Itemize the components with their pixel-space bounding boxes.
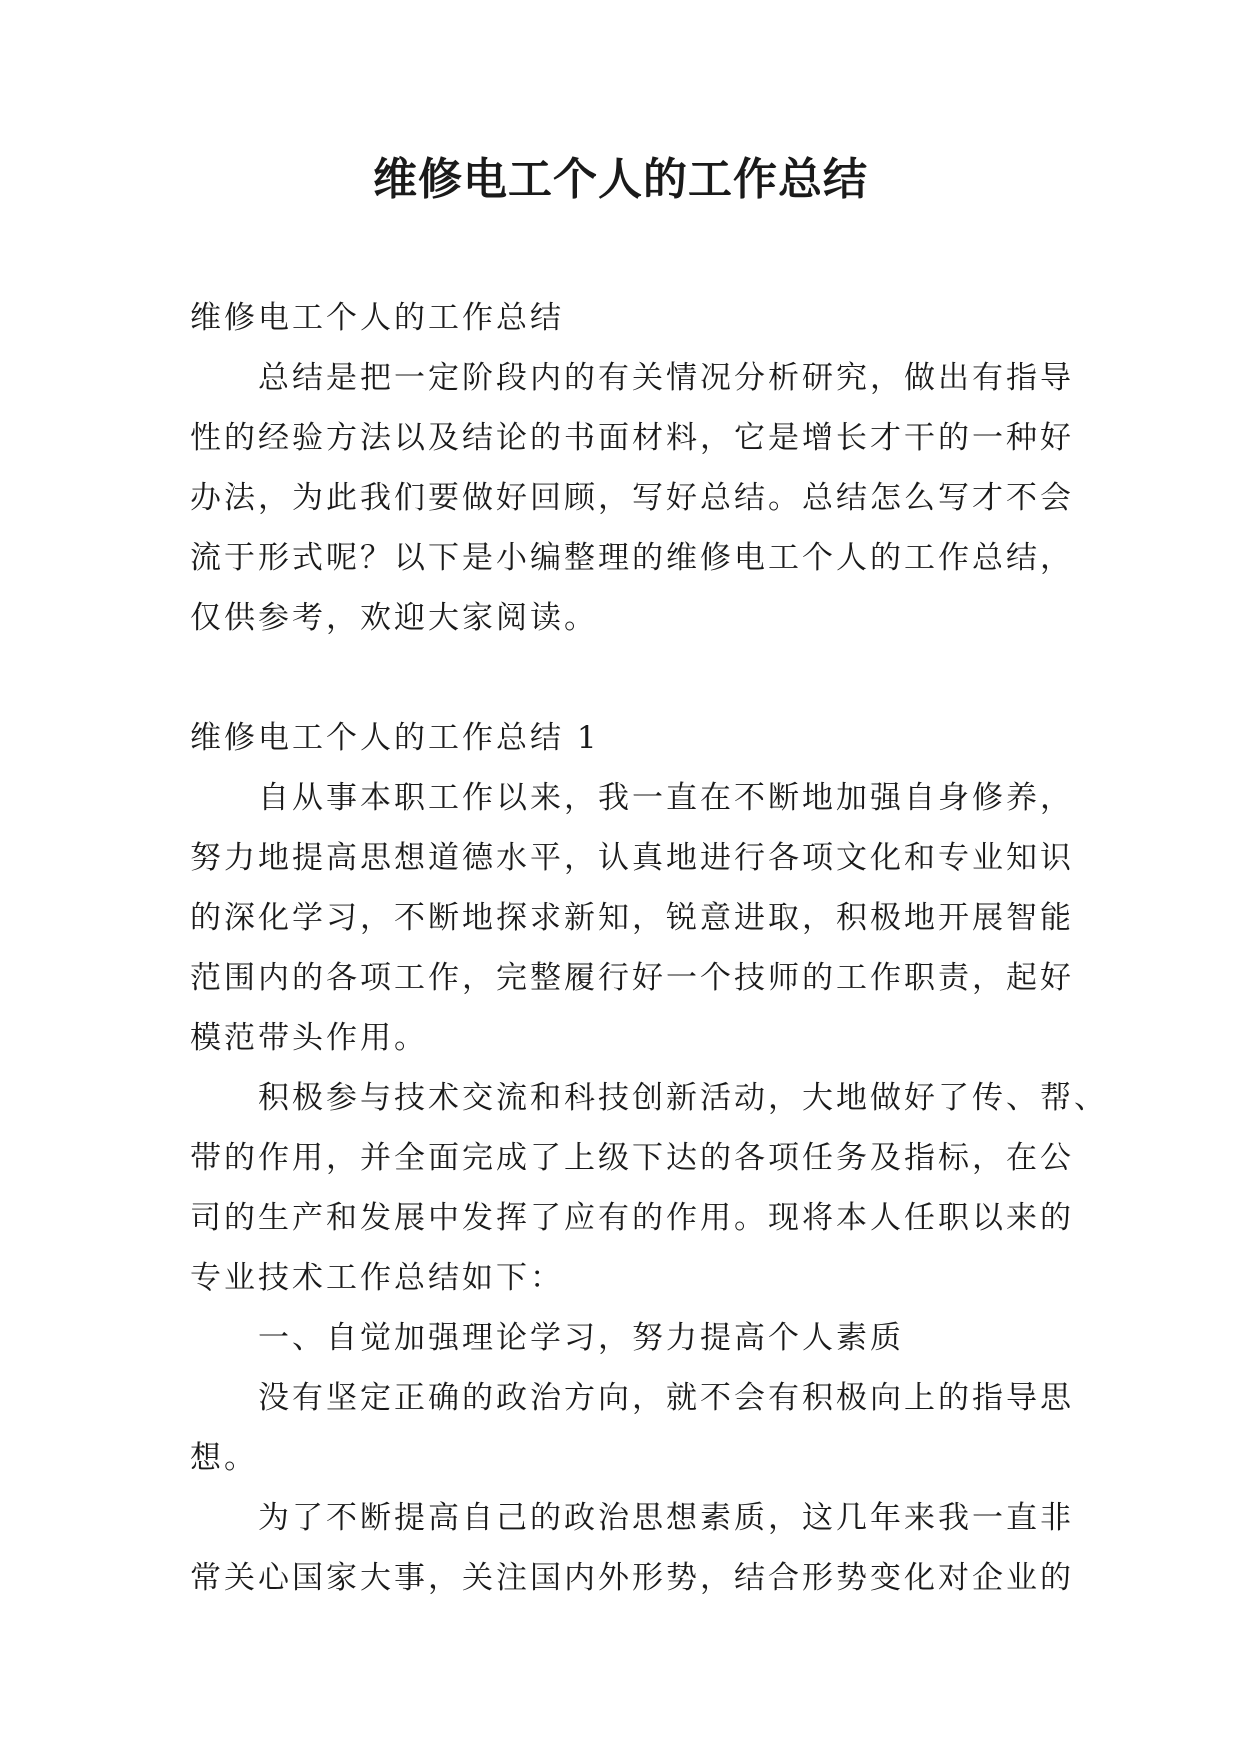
paragraph-line: 仅供参考，欢迎大家阅读。 — [190, 600, 598, 636]
paragraph-line: 想。 — [190, 1440, 258, 1476]
paragraph-line: 为了不断提高自己的政治思想素质，这几年来我一直非 — [258, 1500, 1074, 1536]
paragraph-gap — [190, 648, 1070, 708]
paragraph-line: 没有坚定正确的政治方向，就不会有积极向上的指导思 — [258, 1380, 1074, 1416]
section-heading: 维修电工个人的工作总结 1 — [190, 720, 600, 756]
document-body — [190, 288, 1108, 1608]
paragraph-line: 常关心国家大事，关注国内外形势，结合形势变化对企业的 — [190, 1560, 1074, 1596]
subsection-heading: 一、自觉加强理论学习，努力提高个人素质 — [258, 1320, 904, 1356]
paragraph-line: 司的生产和发展中发挥了应有的作用。现将本人任职以来的 — [190, 1200, 1074, 1236]
section-heading: 维修电工个人的工作总结 — [190, 300, 564, 336]
paragraph-line: 专业技术工作总结如下： — [190, 1260, 564, 1296]
paragraph-line: 模范带头作用。 — [190, 1020, 428, 1056]
paragraph-line: 性的经验方法以及结论的书面材料，它是增长才干的一种好 — [190, 420, 1074, 456]
paragraph-line: 自从事本职工作以来，我一直在不断地加强自身修养， — [258, 780, 1074, 816]
paragraph-line: 积极参与技术交流和科技创新活动，大地做好了传、帮、 — [258, 1080, 1108, 1116]
paragraph-line: 范围内的各项工作，完整履行好一个技师的工作职责，起好 — [190, 960, 1074, 996]
paragraph-line: 办法，为此我们要做好回顾，写好总结。总结怎么写才不会 — [190, 480, 1074, 516]
paragraph-line: 流于形式呢？以下是小编整理的维修电工个人的工作总结， — [190, 540, 1074, 576]
paragraph-line: 努力地提高思想道德水平，认真地进行各项文化和专业知识 — [190, 840, 1074, 876]
document-title: 维修电工个人的工作总结 — [373, 154, 868, 205]
paragraph-line: 的深化学习，不断地探求新知，锐意进取，积极地开展智能 — [190, 900, 1074, 936]
paragraph-line: 总结是把一定阶段内的有关情况分析研究，做出有指导 — [258, 360, 1074, 396]
paragraph-line: 带的作用，并全面完成了上级下达的各项任务及指标，在公 — [190, 1140, 1074, 1176]
